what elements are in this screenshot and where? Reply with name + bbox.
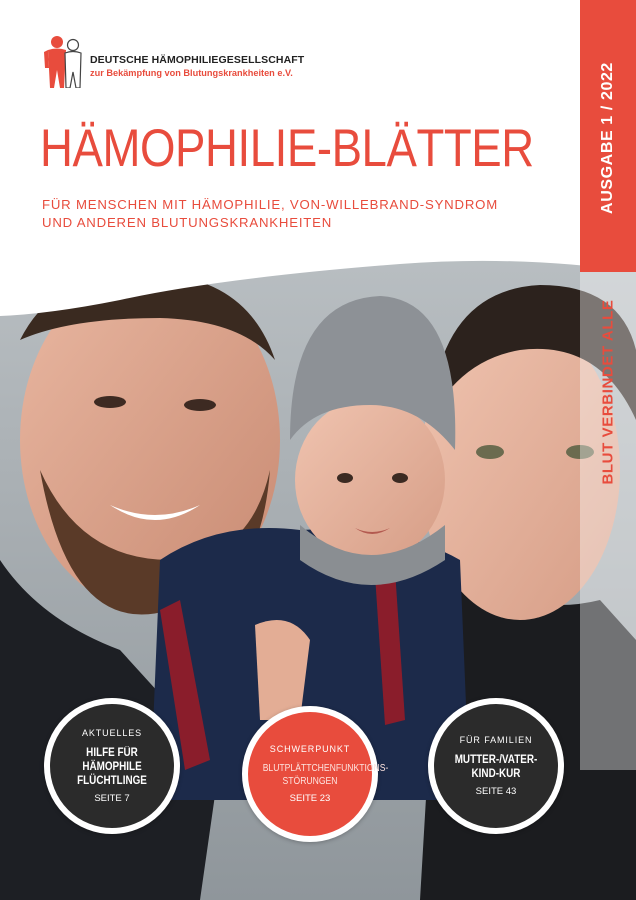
magazine-subtitle [42,196,562,232]
child-face [295,398,445,562]
badge-page: SEITE 43 [475,786,517,797]
subtitle-line-2: UND ANDEREN BLUTUNGSKRANKHEITEN [42,215,333,230]
organization-subline: zur Bekämpfung von Blutungskrankheiten e.V. [90,68,293,78]
issue-number: AUSGABE 1 / 2022 [599,62,616,214]
badge-title: MUTTER-/VATER-KIND-KUR [454,754,538,780]
topic-badge-familien [428,698,564,834]
badge-category: SCHWERPUNKT [269,744,351,754]
topic-badge-aktuelles [44,698,180,834]
slogan-text: BLUT VERBINDET ALLE [599,299,617,485]
badge-title: BLUTPLÄTTCHENFUNKTIONS-STÖRUNGEN [262,763,389,787]
badge-category: AKTUELLES [81,728,143,738]
badge-page: SEITE 7 [94,793,130,804]
magazine-title: HÄMOPHILIE-BLÄTTER [40,119,534,178]
subtitle-line-1: FÜR MENSCHEN MIT HÄMOPHILIE, VON-WILLEBRAND-SYNDROM [42,197,498,212]
organization-name: DEUTSCHE HÄMOPHILIEGESELLSCHAFT [90,54,305,66]
topic-badge-schwerpunkt [242,706,389,842]
badge-title: HILFE FÜR HÄMOPHILE FLÜCHTLINGE [77,747,147,787]
badge-category: FÜR FAMILIEN [459,735,533,745]
badge-page: SEITE 23 [289,793,331,804]
dhg-logo-icon [42,34,86,88]
